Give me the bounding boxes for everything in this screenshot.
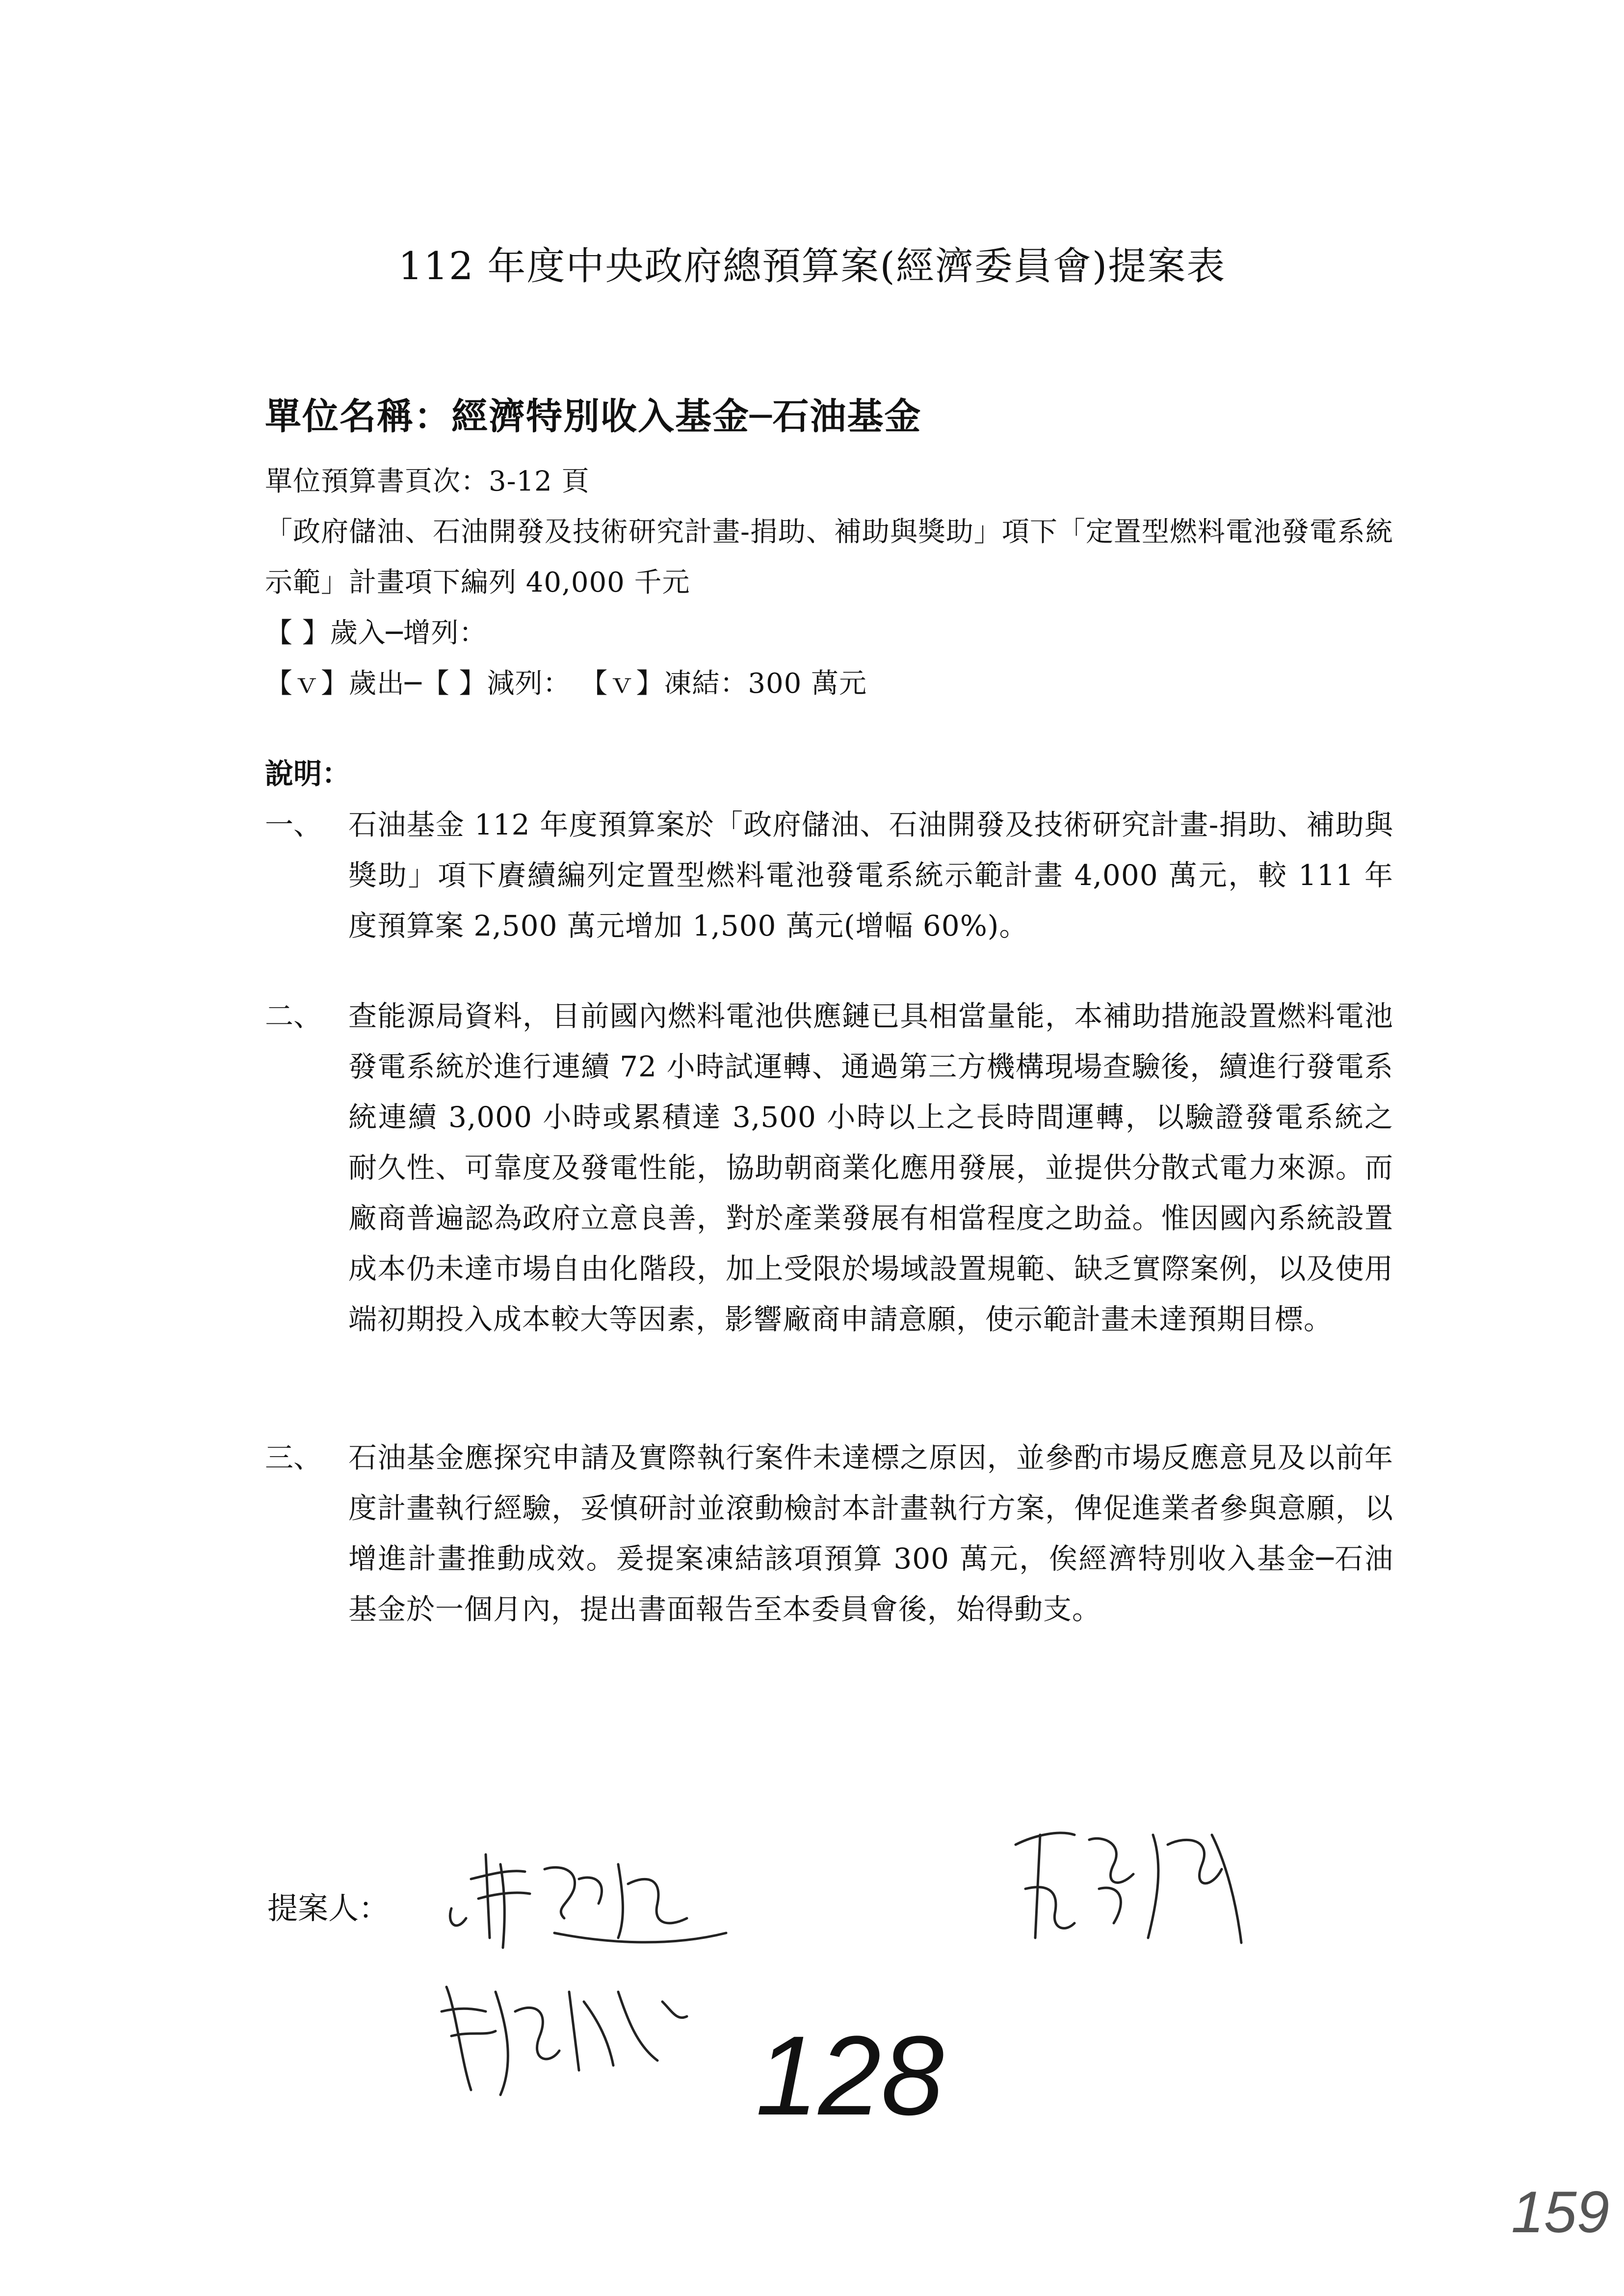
page-reference: 單位預算書頁次：3-12 頁: [265, 466, 590, 497]
signature-3: [432, 1962, 707, 2110]
proposer-label: 提案人：: [267, 1890, 390, 1926]
item-description: 「政府儲油、石油開發及技術研究計畫-捐助、補助與獎助」項下「定置型燃料電池發電系統示範」計畫項下編列 40,000 千元: [265, 516, 1393, 599]
form-title: 112 年度中央政府總預算案(經濟委員會)提案表: [398, 244, 1226, 288]
expense-line: 【ｖ】歲出─【 】減列： 【ｖ】凍結：300 萬元: [265, 668, 867, 700]
revenue-line: 【 】歲入─增列：: [265, 617, 487, 649]
signature-1: [432, 1835, 746, 1962]
item-text: 石油基金 112 年度預算案於「政府儲油、石油開發及技術研究計畫-捐助、補助與獎助」項下賡續編列定置型燃料電池發電系統示範計畫 4,000 萬元，較 111 年度預算案 2,500 萬元增加 1,500 萬元(增幅 60%)。: [348, 808, 1393, 942]
signature-2: [1006, 1815, 1261, 1962]
handwritten-page-number: [751, 2021, 976, 2131]
explanation-item-2: [265, 991, 1393, 1345]
item-number: 三、: [265, 1441, 322, 1474]
handwritten-number-text: 128: [756, 2021, 944, 2129]
item-number: 一、: [265, 808, 322, 841]
budget-meta: [265, 456, 1393, 709]
explanation-item-3: [265, 1433, 1393, 1635]
item-number: 二、: [265, 999, 322, 1033]
explanation-item-1: [265, 800, 1393, 951]
corner-page-number: [1511, 2178, 1609, 2249]
corner-number-text: 159: [1511, 2179, 1609, 2245]
explanation-heading: 說明：: [265, 757, 351, 790]
item-text: 石油基金應探究申請及實際執行案件未達標之原因，並參酌市場反應意見及以前年度計畫執行經驗，妥慎研討並滾動檢討本計畫執行方案，俾促進業者參與意願，以增進計畫推動成效。爰提案凍結該項預算 300 萬元，俟經濟特別收入基金─石油基金於一個月內，提出書面報告至本委員會後，始得動支。: [348, 1441, 1393, 1626]
item-text: 查能源局資料，目前國內燃料電池供應鏈已具相當量能，本補助措施設置燃料電池發電系統於進行連續 72 小時試運轉、通過第三方機構現場查驗後，續進行發電系統連續 3,000 小時或累積達 3,500 小時以上之長時間運轉，以驗證發電系統之耐久性、可靠度及發電性能，協助朝商業化應用發展，並提供分散式電力來源。而廠商普遍認為政府立意良善，對於產業發展有相當程度之助益。惟因國內系統設置成本仍未達市場自由化階段，加上受限於場域設置規範、缺乏實際案例，以及使用端初期投入成本較大等因素，影響廠商申請意願，使示範計畫未達預期目標。: [348, 999, 1393, 1336]
unit-name: 單位名稱：經濟特別收入基金─石油基金: [265, 395, 922, 438]
